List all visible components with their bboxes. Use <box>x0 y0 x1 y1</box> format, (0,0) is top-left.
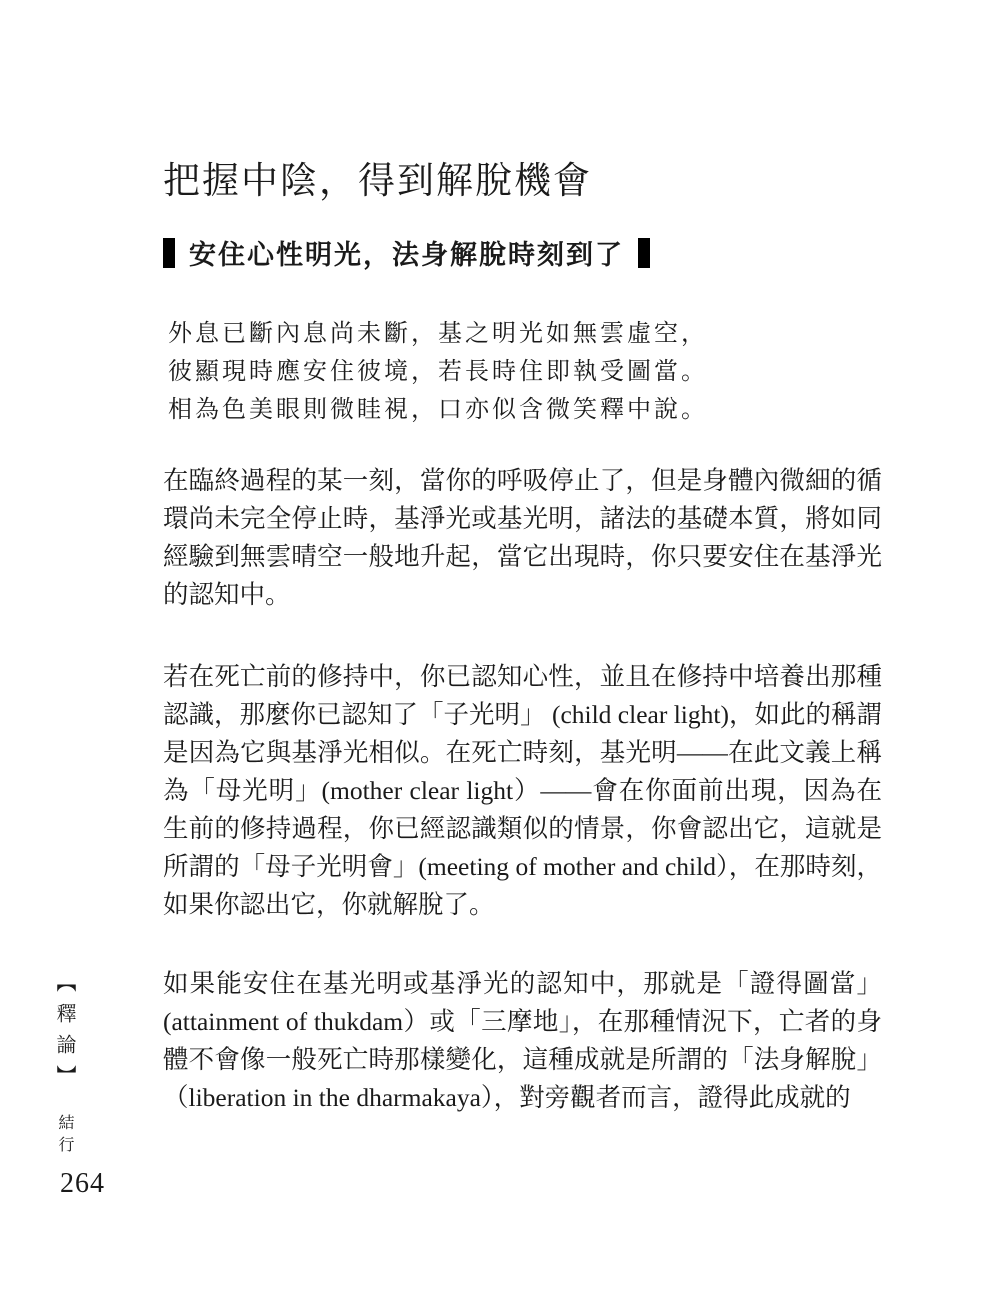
body-paragraph-1: 在臨終過程的某一刻，當你的呼吸停止了，但是身體內微細的循環尚未完全停止時，基淨光或基光明，諸法的基礎本質，將如同經驗到無雲晴空一般地升起，當它出現時，你只要安住在基淨光的認知中。 <box>163 466 882 609</box>
section-heading <box>163 233 650 272</box>
verse-line-3: 相為色美眼則微眭視，口亦似含微笑釋中說。 <box>168 397 708 423</box>
verse-line-2: 彼顯現時應安住彼境，若長時住即執受圖當。 <box>168 359 708 385</box>
page-number: 264 <box>60 1168 105 1199</box>
margin-label-subcategory: 結行 <box>56 1114 73 1158</box>
heading-left-bar-icon <box>163 238 175 268</box>
root-verse <box>168 315 708 429</box>
body-paragraph-2: 若在死亡前的修持中，你已認知心性，並且在修持中培養出那種認識，那麼你已認知了「子光明」 (child clear light)，如此的稱謂是因為它與基淨光相似。在死亡時刻，基光明——在此文義上稱為「母光明」(mother clear light）——會在你面前出現，因為在生前的修持過程，你已經認識類似的情景，你會認出它，這就是所謂的「母子光明會」(meeting of mother and child），在那時刻，如果你認出它，你就解脫了。 <box>163 662 882 919</box>
chapter-title: 把握中陰，得到解脫機會 <box>163 161 592 202</box>
body-paragraph-3: 如果能安住在基光明或基淨光的認知中，那就是「證得圖當」(attainment of thukdam）或「三摩地」，在那種情況下，亡者的身體不會像一般死亡時那樣變化，這種成就是所謂的「法身解脫」（liberation in the dharmakaya），對旁觀者而言，證得此成就的 <box>163 969 882 1112</box>
heading-right-bar-icon <box>638 238 650 268</box>
verse-line-1: 外息已斷內息尚未斷，基之明光如無雲虛空， <box>168 321 708 347</box>
margin-section-label <box>50 972 79 1172</box>
section-heading-text: 安住心性明光，法身解脫時刻到了 <box>189 240 624 270</box>
margin-label-category: 【釋論】 <box>53 972 75 1096</box>
